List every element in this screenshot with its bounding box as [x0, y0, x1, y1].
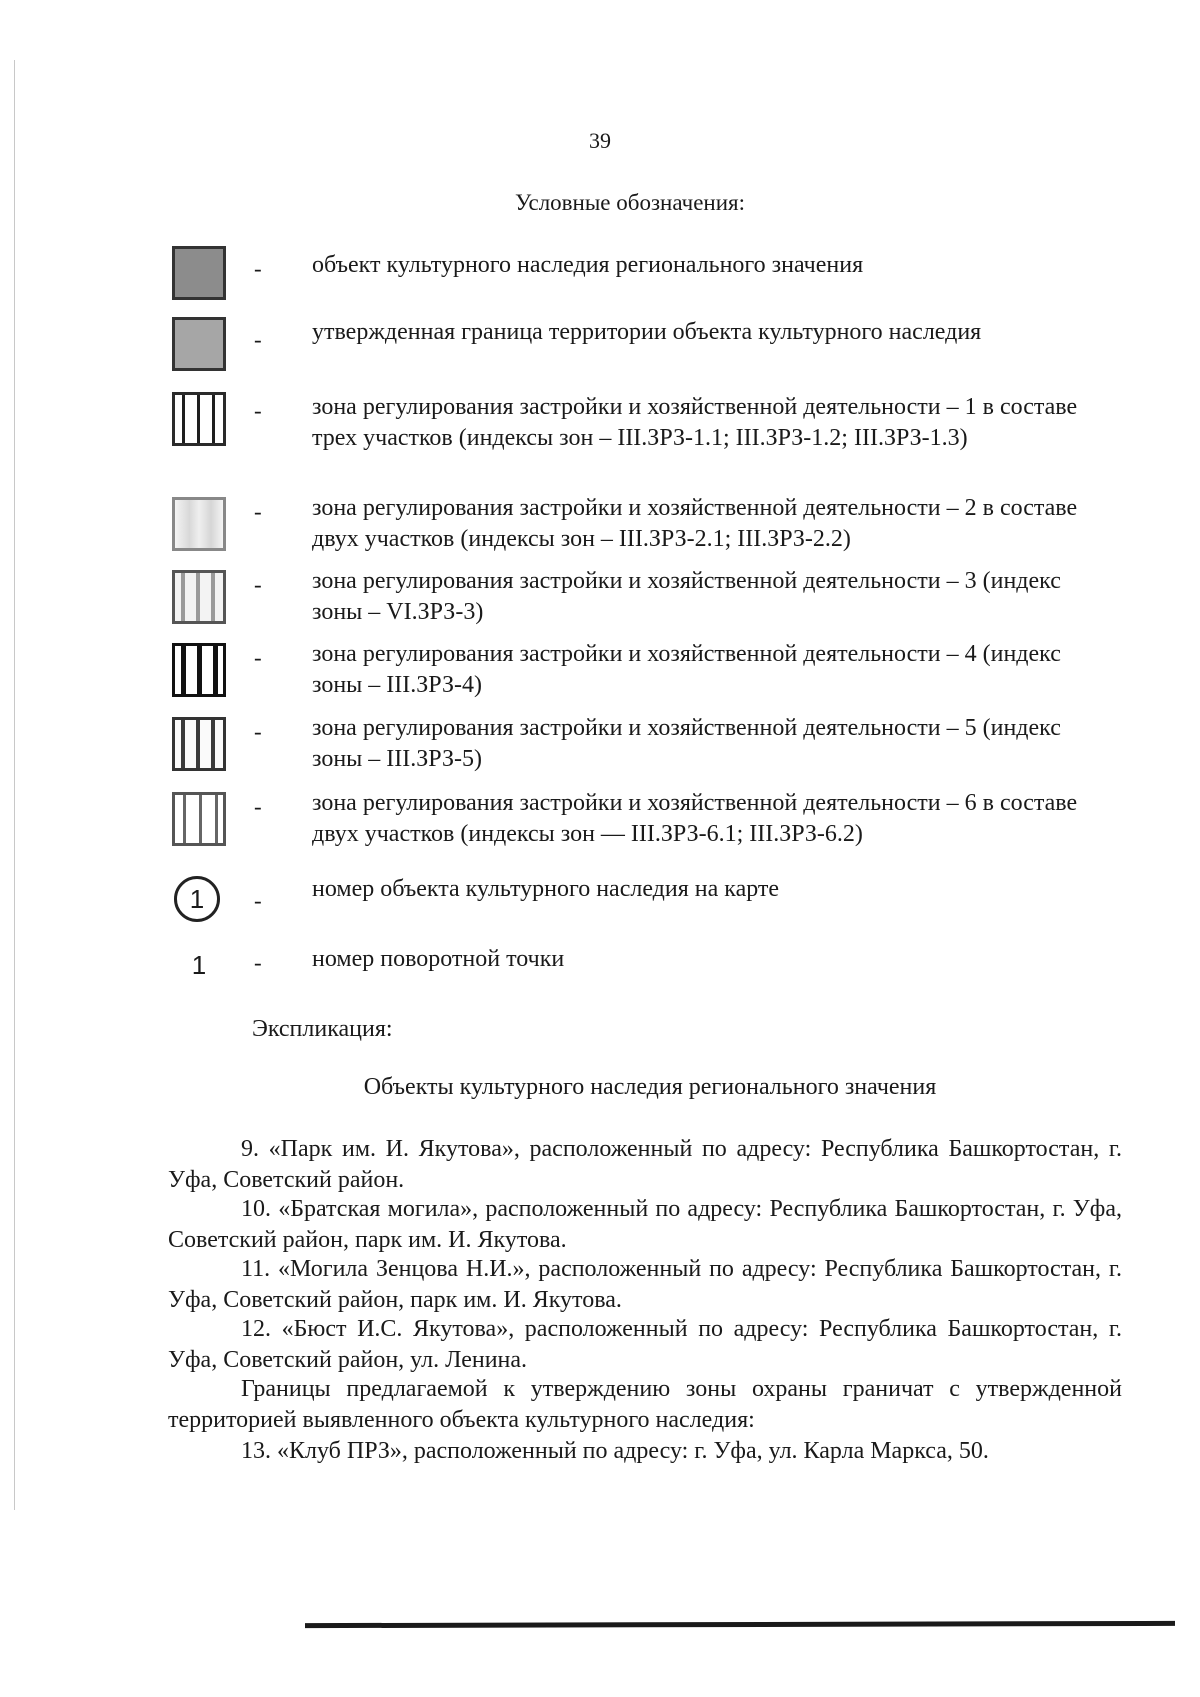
legend-title: Условные обозначения: — [514, 190, 746, 215]
legend-item-text: зона регулирования застройки и хозяйственной деятельности – 4 (индекс зоны – III.ЗРЗ-4) — [312, 641, 1061, 698]
legend-item-text: зона регулирования застройки и хозяйственной деятельности – 2 в составе двух участков (индексы зон – III.ЗРЗ-2.1; III.ЗРЗ-2.2) — [312, 495, 1078, 552]
vertical-stripes-thin-icon — [172, 792, 226, 846]
legend-item-text: объект культурного наследия регионального значения — [312, 252, 864, 278]
legend-item-text: номер поворотной точки — [312, 946, 565, 972]
legend-item-text: утвержденная граница территории объекта культурного наследия — [312, 319, 982, 345]
legend-dash: - — [254, 327, 262, 352]
explication-paragraph: 12. «Бюст И.С. Якутова», расположенный по адресу: Республика Башкортостан, г. Уфа, Советский район, ул. Ленина. — [168, 1316, 1122, 1373]
scan-page-edge — [14, 60, 15, 1510]
vertical-stripes-black-icon — [172, 392, 226, 446]
legend-item-text: зона регулирования застройки и хозяйственной деятельности – 1 в составе трех участков (индексы зон – III.ЗРЗ-1.1; III.ЗРЗ-1.2; III.ЗРЗ-1.3) — [312, 394, 1078, 451]
point-number-icon: 1 — [191, 950, 207, 980]
legend-dash: - — [254, 888, 262, 913]
explication-subtitle: Объекты культурного наследия регионального значения — [363, 1074, 937, 1100]
explication-paragraph: Границы предлагаемой к утверждению зоны охраны граничат с утвержденной территорией выявленного объекта культурного наследия: — [168, 1376, 1122, 1433]
legend-dash: - — [254, 645, 262, 670]
explication-paragraph: 9. «Парк им. И. Якутова», расположенный по адресу: Республика Башкортостан, г. Уфа, Советский район. — [168, 1136, 1122, 1193]
bottom-rule — [305, 1621, 1175, 1628]
vertical-stripes-gray-icon — [172, 570, 226, 624]
solid-gray-square-icon — [172, 317, 226, 371]
legend-dash: - — [254, 398, 262, 423]
explication-paragraph: 11. «Могила Зенцова Н.И.», расположенный по адресу: Республика Башкортостан, г. Уфа, Советский район, парк им. И. Якутова. — [168, 1256, 1122, 1313]
legend-item-text: номер объекта культурного наследия на карте — [312, 876, 780, 902]
legend-item-text: зона регулирования застройки и хозяйственной деятельности – 6 в составе двух участков (индексы зон — III.ЗРЗ-6.1; III.ЗРЗ-6.2) — [312, 790, 1078, 847]
legend-dash: - — [254, 794, 262, 819]
legend-dash: - — [254, 950, 262, 975]
solid-dark-gray-square-icon — [172, 246, 226, 300]
explication-label: Экспликация: — [252, 1016, 393, 1042]
vertical-stripes-bold-icon — [172, 643, 226, 697]
legend-item-text: зона регулирования застройки и хозяйственной деятельности – 5 (индекс зоны – III.ЗРЗ-5) — [312, 715, 1061, 772]
circled-number-icon: 1 — [174, 876, 220, 922]
page-number: 39 — [589, 128, 611, 153]
vertical-stripes-light-icon — [172, 497, 226, 551]
vertical-stripes-dark-icon — [172, 717, 226, 771]
explication-paragraph: 10. «Братская могила», расположенный по адресу: Республика Башкортостан, г. Уфа, Советский район, парк им. И. Якутова. — [168, 1196, 1122, 1253]
legend-dash: - — [254, 572, 262, 597]
legend-item-text: зона регулирования застройки и хозяйственной деятельности – 3 (индекс зоны – VI.ЗРЗ-3) — [312, 568, 1061, 625]
legend-dash: - — [254, 499, 262, 524]
legend-dash: - — [254, 719, 262, 744]
explication-paragraph: 13. «Клуб ПРЗ», расположенный по адресу: г. Уфа, ул. Карла Маркса, 50. — [241, 1438, 989, 1464]
legend-dash: - — [254, 256, 262, 281]
